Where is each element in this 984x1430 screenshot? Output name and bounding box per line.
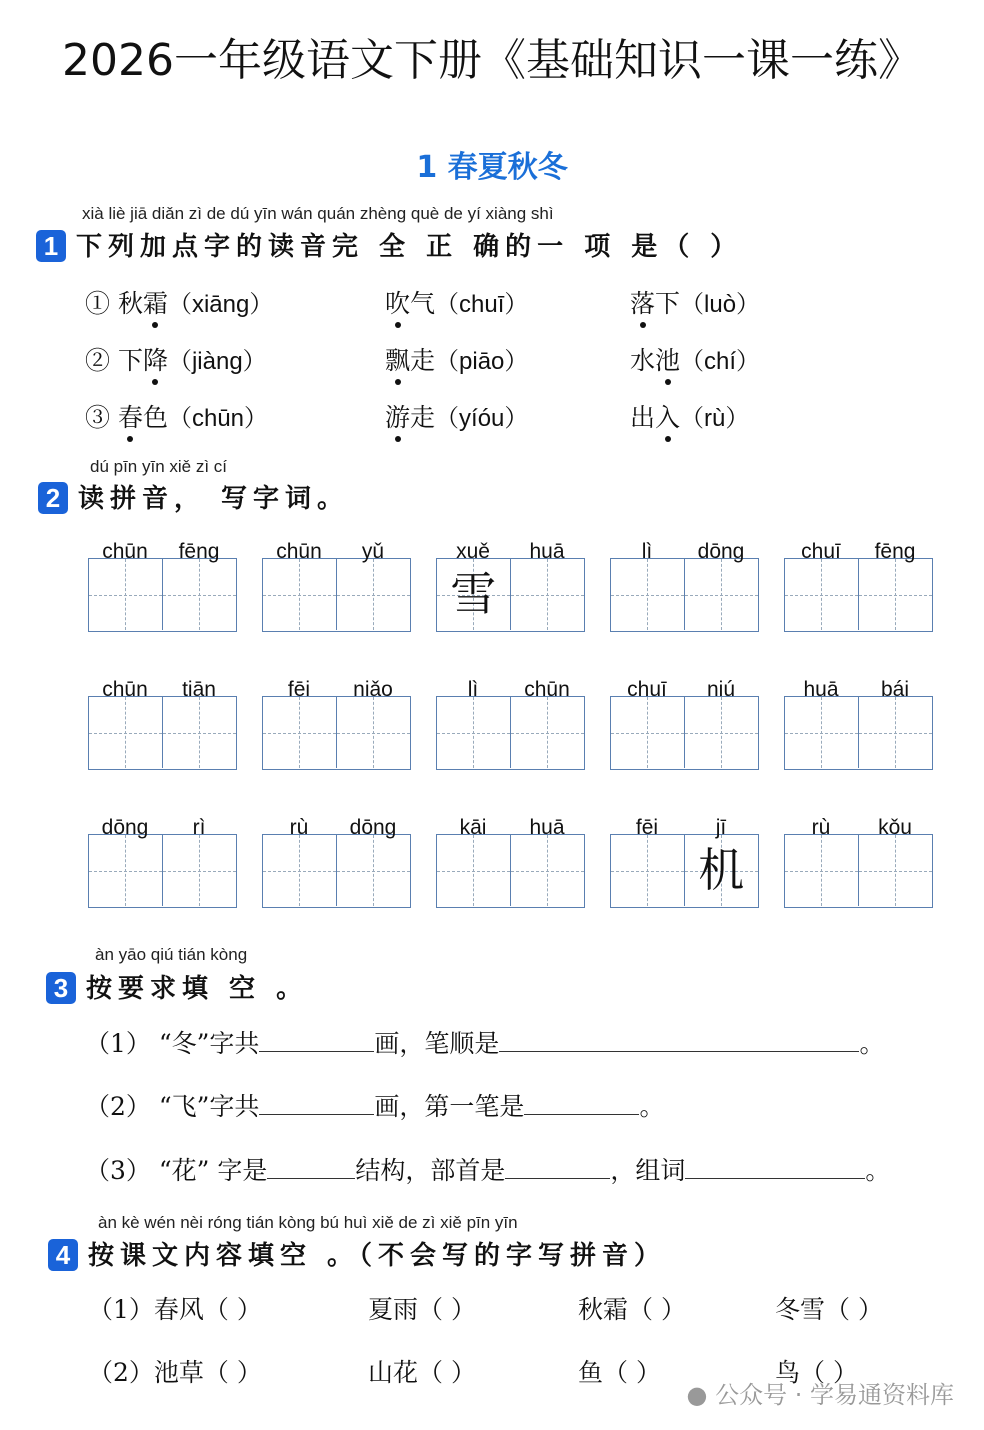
tianzige-boxes <box>436 834 585 908</box>
q4-blank-item[interactable]: 鸟（ ） <box>775 1358 858 1387</box>
syllable: lì <box>467 678 479 701</box>
word-part: ③ <box>85 403 118 432</box>
tianzige-boxes <box>436 696 585 770</box>
text: 画，第一笔是 <box>374 1092 525 1121</box>
pinyin: （chūn） <box>167 405 269 432</box>
tianzige-cell[interactable] <box>163 835 237 906</box>
blank[interactable] <box>685 1157 865 1179</box>
tianzige-cell[interactable] <box>263 835 337 906</box>
pinyin: （chí） <box>680 348 761 375</box>
word-box <box>436 816 585 908</box>
word-part: 气 <box>410 289 436 318</box>
text: （2） “飞”字共 <box>85 1092 260 1121</box>
tianzige-cell[interactable] <box>685 559 759 630</box>
blank[interactable] <box>524 1093 639 1115</box>
syllable: tiān <box>182 678 216 701</box>
syllable: huā <box>529 540 565 563</box>
syllable: chūn <box>524 678 570 701</box>
tianzige-boxes <box>610 558 759 632</box>
wechat-icon: ● <box>686 1381 708 1409</box>
q3-heading <box>46 968 308 1005</box>
word-part: ② 下 <box>85 346 143 375</box>
tianzige-cell[interactable] <box>89 559 163 630</box>
word-box <box>262 540 411 632</box>
dotted-char: 春 <box>117 403 143 432</box>
page-title: 2026一年级语文下册《基础知识一课一练》 <box>62 35 922 86</box>
blank[interactable] <box>267 1157 355 1179</box>
tianzige-cell[interactable] <box>611 559 685 630</box>
syllable: fēng <box>874 540 916 563</box>
word-box <box>784 816 933 908</box>
dotted-char: 入 <box>655 403 681 432</box>
syllable: bái <box>880 678 910 701</box>
tianzige-boxes <box>610 696 759 770</box>
text: 公众号 · 学易通资料库 <box>715 1381 954 1409</box>
q3-line-3 <box>85 1151 890 1187</box>
word-box <box>436 678 585 770</box>
syllable: yǔ <box>361 540 385 563</box>
tianzige-cell[interactable] <box>89 835 163 906</box>
lesson-title: 1 春夏秋冬 <box>416 150 568 185</box>
tianzige-boxes <box>784 558 933 632</box>
tianzige-boxes <box>784 696 933 770</box>
word-part: ① 秋 <box>85 289 143 318</box>
q4-blank-item[interactable]: 秋霜（ ） <box>578 1295 686 1324</box>
q4-heading <box>48 1235 666 1272</box>
pinyin: （yíóu） <box>435 405 529 432</box>
q4-number-badge: 4 <box>48 1239 78 1271</box>
word-part: 下 <box>655 289 681 318</box>
blank[interactable] <box>505 1157 610 1179</box>
dotted-char: 霜 <box>142 289 168 318</box>
syllable: rù <box>289 816 309 839</box>
q2-text: 读拼音， 写字词。 <box>78 484 350 514</box>
tianzige-cell[interactable] <box>89 697 163 768</box>
syllable: jī <box>715 816 727 839</box>
dotted-char: 飘 <box>385 346 411 375</box>
q4-blank-item[interactable]: 冬雪（ ） <box>775 1295 883 1324</box>
blank[interactable] <box>499 1030 859 1052</box>
q3-text: 按要求填 空 。 <box>86 974 309 1004</box>
q4-blank-item[interactable]: 鱼（ ） <box>578 1358 661 1387</box>
text: 。 <box>865 1156 891 1185</box>
dotted-char: 落 <box>630 289 656 318</box>
word-box <box>610 678 759 770</box>
syllable: lì <box>641 540 653 563</box>
tianzige-cell[interactable] <box>859 697 933 768</box>
dotted-char: 吹 <box>385 289 411 318</box>
syllable: chūn <box>276 540 322 563</box>
text: 。 <box>639 1092 665 1121</box>
tianzige-cell[interactable] <box>785 835 859 906</box>
q3-line-1 <box>85 1024 884 1060</box>
tianzige-cell[interactable] <box>263 697 337 768</box>
syllable: fēi <box>635 816 659 839</box>
q1-option-item <box>630 398 749 434</box>
q1-option-item <box>85 398 268 434</box>
tianzige-boxes <box>436 558 585 632</box>
q1-text: 下列加点字的读音完 全 正 确的一 项 是（ ） <box>76 232 743 262</box>
syllable: niǎo <box>353 678 393 701</box>
written-char: 机 <box>698 843 745 897</box>
tianzige-cell[interactable] <box>685 835 759 906</box>
tianzige-boxes <box>610 834 759 908</box>
tianzige-cell[interactable] <box>785 559 859 630</box>
q1-option-item <box>385 284 528 320</box>
word-part: 走 <box>410 346 436 375</box>
q1-option-item <box>385 398 528 434</box>
text: ，组词 <box>610 1156 686 1185</box>
tianzige-cell[interactable] <box>511 835 585 906</box>
dotted-char: 池 <box>655 346 681 375</box>
pinyin: （chuī） <box>435 291 529 318</box>
syllable: chūn <box>102 678 148 701</box>
tianzige-cell[interactable] <box>163 559 237 630</box>
syllable: xuě <box>456 540 490 563</box>
syllable: rì <box>192 816 206 839</box>
tianzige-boxes <box>88 834 237 908</box>
q3-number-badge: 3 <box>46 972 76 1004</box>
tianzige-cell[interactable] <box>611 697 685 768</box>
q4-blank-item[interactable]: （1）春风（ ） <box>88 1295 262 1324</box>
word-box <box>262 816 411 908</box>
tianzige-cell[interactable] <box>437 559 511 630</box>
q1-option-item <box>630 284 760 320</box>
text: 画，笔顺是 <box>374 1029 500 1058</box>
blank[interactable] <box>259 1093 374 1115</box>
tianzige-boxes <box>262 834 411 908</box>
syllable: dōng <box>697 540 745 563</box>
q4-pinyin: àn kè wén nèi róng tián kòng bú huì xiě de zì xiě pīn yīn <box>98 1213 518 1232</box>
written-char: 雪 <box>450 567 497 621</box>
syllable: fēng <box>178 540 220 563</box>
q3-line-2 <box>85 1087 664 1123</box>
pinyin: （rù） <box>680 405 750 432</box>
word-box <box>88 678 237 770</box>
tianzige-boxes <box>88 558 237 632</box>
dotted-char: 游 <box>385 403 411 432</box>
syllable: rù <box>811 816 831 839</box>
syllable: chūn <box>102 540 148 563</box>
word-part: 走 <box>410 403 436 432</box>
word-box <box>610 540 759 632</box>
tianzige-cell[interactable] <box>337 697 411 768</box>
tianzige-cell[interactable] <box>263 559 337 630</box>
word-box <box>88 540 237 632</box>
word-box <box>610 816 759 908</box>
q2-pinyin: dú pīn yīn xiě zì cí <box>90 457 228 476</box>
syllable: fēi <box>287 678 311 701</box>
syllable: huā <box>529 816 565 839</box>
q1-heading <box>36 226 742 263</box>
text: （1） “冬”字共 <box>85 1029 260 1058</box>
word-part: 色 <box>142 403 168 432</box>
tianzige-cell[interactable] <box>437 697 511 768</box>
tianzige-cell[interactable] <box>611 835 685 906</box>
syllable: dōng <box>349 816 397 839</box>
q1-option-item <box>385 341 528 377</box>
tianzige-cell[interactable] <box>163 697 237 768</box>
pinyin: （piāo） <box>435 348 529 375</box>
tianzige-cell[interactable] <box>685 697 759 768</box>
tianzige-boxes <box>262 558 411 632</box>
word-part: 水 <box>630 346 656 375</box>
tianzige-cell[interactable] <box>437 835 511 906</box>
dotted-char: 降 <box>142 346 168 375</box>
q4-blank-item[interactable]: （2）池草（ ） <box>88 1358 262 1387</box>
word-box <box>784 540 933 632</box>
word-part: 出 <box>630 403 656 432</box>
q1-number-badge: 1 <box>36 230 66 262</box>
syllable: kǒu <box>878 816 912 839</box>
tianzige-cell[interactable] <box>337 559 411 630</box>
syllable: huā <box>803 678 839 701</box>
syllable: dōng <box>101 816 149 839</box>
text: （3） “花” 字是 <box>85 1156 268 1185</box>
pinyin: （xiāng） <box>167 291 274 318</box>
tianzige-boxes <box>262 696 411 770</box>
syllable: niú <box>706 678 736 701</box>
pinyin: （jiàng） <box>167 348 267 375</box>
tianzige-cell[interactable] <box>511 559 585 630</box>
text: 结构，部首是 <box>355 1156 506 1185</box>
tianzige-cell[interactable] <box>511 697 585 768</box>
q1-pinyin: xià liè jiā diǎn zì de dú yīn wán quán zhèng què de yí xiàng shì <box>82 204 554 223</box>
syllable: kāi <box>459 816 487 839</box>
q1-option-item <box>85 284 273 320</box>
tianzige-boxes <box>88 696 237 770</box>
tianzige-cell[interactable] <box>337 835 411 906</box>
q4-blank-item[interactable]: 山花（ ） <box>368 1358 476 1387</box>
word-box <box>262 678 411 770</box>
tianzige-cell[interactable] <box>785 697 859 768</box>
tianzige-boxes <box>784 834 933 908</box>
q1-option-item <box>630 341 760 377</box>
tianzige-cell[interactable] <box>859 559 933 630</box>
pinyin: （luò） <box>680 291 761 318</box>
q2-heading <box>38 478 349 515</box>
syllable: chuī <box>627 678 667 701</box>
q4-text: 按课文内容填空 。（不会写的字写拼音） <box>88 1241 667 1271</box>
q2-number-badge: 2 <box>38 482 68 514</box>
text: 。 <box>859 1029 885 1058</box>
word-box <box>436 540 585 632</box>
watermark <box>687 1375 954 1410</box>
syllable: chuī <box>801 540 841 563</box>
q1-option-item <box>85 341 267 377</box>
blank[interactable] <box>259 1030 374 1052</box>
word-box <box>88 816 237 908</box>
tianzige-cell[interactable] <box>859 835 933 906</box>
q4-blank-item[interactable]: 夏雨（ ） <box>368 1295 476 1324</box>
word-box <box>784 678 933 770</box>
q3-pinyin: àn yāo qiú tián kòng <box>95 945 248 964</box>
